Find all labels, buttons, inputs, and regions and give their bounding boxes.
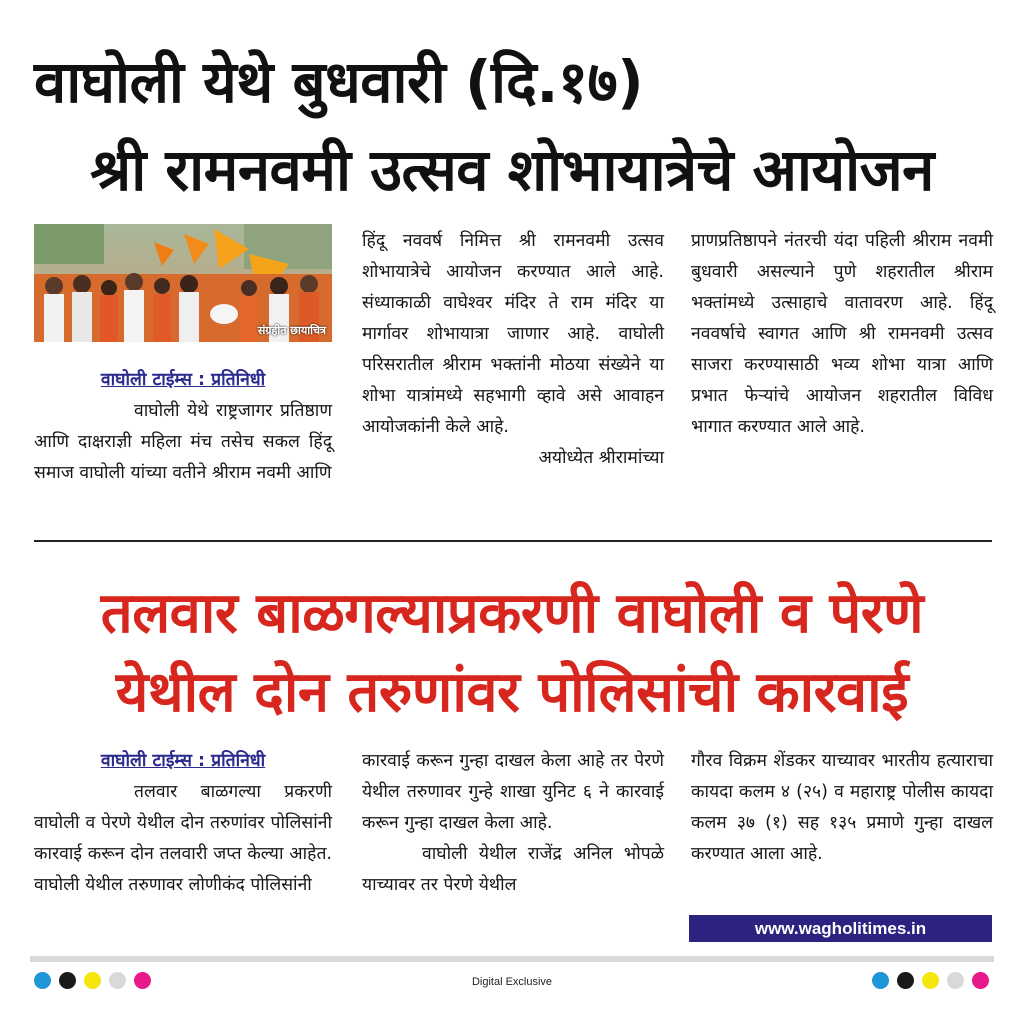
- registration-dot-black: [897, 972, 914, 989]
- story1-col1-text: वाघोली येथे राष्ट्रजागर प्रतिष्ठाण आणि दाक्षराज्ञी महिला मंच तसेच सकल हिंदू समाज वाघोली यांच्या वतीने श्रीराम नवमी आणि: [34, 401, 332, 483]
- registration-marks-right: [872, 972, 989, 989]
- registration-dot-yellow: [922, 972, 939, 989]
- registration-dot-cyan: [872, 972, 889, 989]
- story1-column-2: [362, 226, 664, 474]
- story2-col2-para2: वाघोली येथील राजेंद्र अनिल भोपळे याच्यावर तर पेरणे येथील: [362, 844, 664, 895]
- story1-byline: वाघोली टाईम्स : प्रतिनिधी: [100, 370, 266, 390]
- story2-column-1: [34, 746, 332, 901]
- story2-column-2: [362, 746, 664, 901]
- story1-column-3: [691, 226, 993, 443]
- photo-caption: संग्रहीत छायाचित्र: [257, 324, 326, 337]
- story2-headline-line2: येथील दोन तरुणांवर पोलिसांची कारवाई: [115, 660, 909, 725]
- footer-bar: [30, 956, 994, 962]
- story2-col2-para1: कारवाई करून गुन्हा दाखल केला आहे तर पेरणे येथील तरुणावर गुन्हे शाखा युनिट ६ ने कारवाई करून गुन्हा दाखल केला आहे.: [362, 751, 664, 833]
- story2-col1-text: तलवार बाळगल्या प्रकरणी वाघोली व पेरणे येथील दोन तरुणांवर पोलिसांनी कारवाई करून दोन तलवारी जप्त केल्या आहेत. वाघोली येथील तरुणावर लोणीकंद पोलिसांनी: [34, 782, 332, 895]
- story2-col3-text: गौरव विक्रम शेंडकर याच्यावर भारतीय हत्याराचा कायदा कलम ४ (२५) व महाराष्ट्र पोलीस कायदा कलम ३७ (१) सह १३५ प्रमाणे गुन्हा दाखल करण्यात आला आहे.: [691, 751, 993, 864]
- story2-column-3: [691, 746, 993, 870]
- footer-label: Digital Exclusive: [471, 976, 553, 988]
- story1-headline-line1: वाघोली येथे बुधवारी (दि.१७): [34, 48, 644, 116]
- story2-byline: वाघोली टाईम्स : प्रतिनिधी: [100, 751, 266, 771]
- procession-photo: [34, 224, 332, 342]
- story1-headline-line2: श्री रामनवमी उत्सव शोभायात्रेचे आयोजन: [90, 136, 934, 204]
- registration-dot-grey: [947, 972, 964, 989]
- website-link[interactable]: www.wagholitimes.in: [689, 915, 992, 942]
- story1-column-1: [34, 365, 332, 489]
- story1-col3-text: प्राणप्रतिष्ठापने नंतरची यंदा पहिली श्रीराम नवमी बुधवारी असल्याने पुणे शहरातील श्रीराम भक्तांमध्ये उत्साहाचे वातावरण आहे. हिंदू नववर्षाचे स्वागत आणि श्री रामनवमी उत्सव साजरा करण्यासाठी भव्य शोभा यात्रा आणि प्रभात फेऱ्यांचे आयोजन शहरातील विविध भागात करण्यात आले आहे.: [691, 231, 993, 437]
- registration-dot-magenta: [972, 972, 989, 989]
- story1-col2-tail: अयोध्येत श्रीरामांच्या: [538, 448, 664, 468]
- story2-headline-line1: तलवार बाळगल्याप्रकरणी वाघोली व पेरणे: [100, 581, 924, 646]
- story1-col2-text: हिंदू नववर्ष निमित्त श्री रामनवमी उत्सव शोभायात्रेचे आयोजन करण्यात आले आहे. संध्याकाळी वाघेश्वर मंदिर ते राम मंदिर या मार्गावर शोभायात्रा जाणार आहे. वाघोली परिसरातील श्रीराम भक्तांनी मोठया संख्येने या शोभा यात्रांमध्ये सहभागी व्हावे असे आवाहन आयोजकांनी केले आहे.: [362, 231, 664, 437]
- section-divider: [34, 540, 992, 542]
